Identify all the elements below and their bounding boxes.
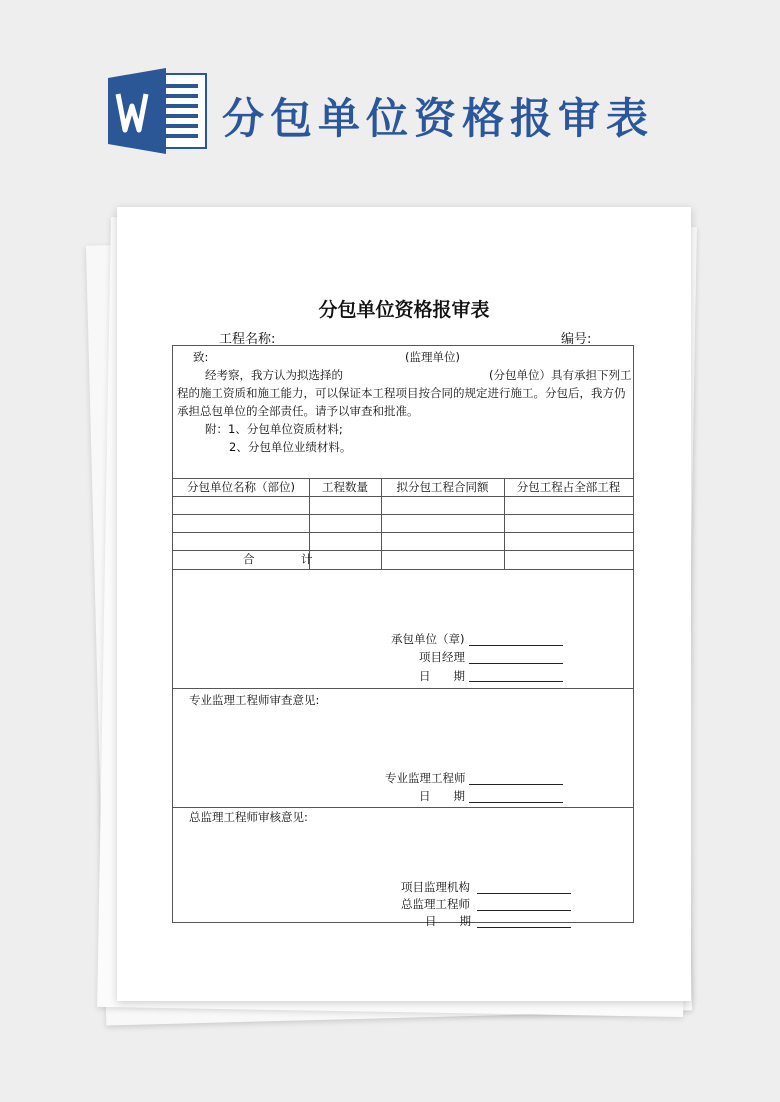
signature-line bbox=[469, 663, 563, 664]
attachment-1: 附：1、分包单位资质材料; bbox=[205, 422, 343, 436]
signature-line bbox=[469, 681, 563, 682]
table-line bbox=[173, 514, 633, 515]
signature-line bbox=[477, 893, 571, 894]
signature-line bbox=[469, 802, 563, 803]
body-line1-a: 经考察，我方认为拟选择的 bbox=[205, 368, 343, 382]
word-icon bbox=[108, 68, 208, 154]
specialist-engineer-label: 专业监理工程师 bbox=[385, 771, 466, 785]
table-header: 工程数量 bbox=[322, 480, 368, 494]
table-bottom-line bbox=[173, 569, 633, 570]
body-line3: 承担总包单位的全部责任。请予以审查和批准。 bbox=[177, 404, 419, 418]
table-header: 拟分包工程合同额 bbox=[396, 480, 489, 494]
signature-line bbox=[469, 645, 563, 646]
table-line bbox=[173, 532, 633, 533]
signature-line bbox=[477, 910, 571, 911]
document-page bbox=[117, 207, 691, 1001]
date-label: 日 期 bbox=[419, 669, 465, 683]
supervisor-unit: (监理单位) bbox=[405, 350, 460, 364]
form-frame bbox=[172, 345, 634, 928]
supervision-org-label: 项目监理机构 bbox=[401, 880, 470, 894]
body-line1-b: (分包单位）具有承担下列工 bbox=[489, 368, 632, 382]
project-name-label: 工程名称: bbox=[219, 332, 276, 347]
banner-title: 分包单位资格报审表 bbox=[222, 94, 655, 143]
table-line bbox=[173, 550, 633, 551]
body-line2: 程的施工资质和施工能力，可以保证本工程项目按合同的规定进行施工。分包后，我方仍 bbox=[177, 386, 626, 400]
date-label: 日 期 bbox=[419, 789, 465, 803]
document-title: 分包单位资格报审表 bbox=[318, 299, 490, 321]
project-manager-label: 项目经理 bbox=[419, 650, 465, 664]
signature-line bbox=[469, 784, 563, 785]
attachment-2: 2、分包单位业绩材料。 bbox=[229, 440, 352, 454]
number-label: 编号: bbox=[561, 332, 592, 347]
specialist-heading: 专业监理工程师审查意见: bbox=[189, 693, 320, 707]
total-label: 计 bbox=[301, 552, 313, 566]
banner bbox=[0, 0, 780, 190]
section-line bbox=[173, 688, 633, 689]
table-line bbox=[173, 496, 633, 497]
table-header: 分包单位名称（部位) bbox=[187, 480, 295, 494]
to-label: 致: bbox=[193, 350, 209, 364]
total-label: 合 bbox=[243, 552, 255, 566]
chief-heading: 总监理工程师审核意见: bbox=[189, 810, 308, 824]
date-label: 日 期 bbox=[425, 914, 471, 928]
section-line bbox=[173, 807, 633, 808]
chief-engineer-label: 总监理工程师 bbox=[401, 897, 470, 911]
signature-line bbox=[477, 927, 571, 928]
contractor-unit-label: 承包单位（章) bbox=[391, 632, 465, 646]
table-header: 分包工程占全部工程 bbox=[516, 480, 621, 494]
table-top-line bbox=[173, 478, 633, 479]
